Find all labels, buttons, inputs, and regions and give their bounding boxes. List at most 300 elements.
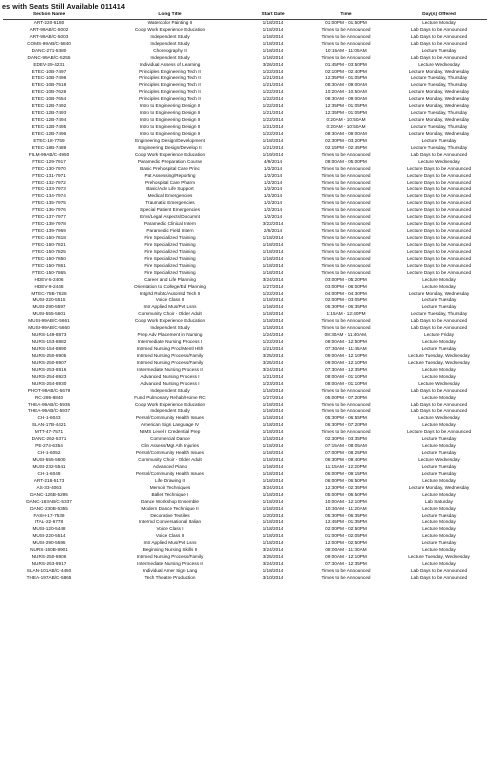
section-name-cell: MUSI-290-5597 <box>32 304 66 310</box>
section-name-cell: ETEC-10B-7498 <box>31 75 67 81</box>
table-row <box>3 75 487 82</box>
table-row <box>3 492 487 499</box>
long-title-cell: Independent Study <box>150 54 190 60</box>
table-row <box>3 318 487 325</box>
long-title-cell: Prep Adv Placement in Nursing <box>137 332 203 338</box>
start-date-cell: 1/18/2014 <box>262 401 284 407</box>
long-title-cell: American Sign Language IV <box>140 422 200 428</box>
days-offered-cell: Lecture Tuesday <box>421 512 457 518</box>
long-title-cell: Career and Life Planning <box>144 276 196 282</box>
table-row <box>3 429 487 436</box>
start-date-cell: 1/18/2014 <box>262 436 284 442</box>
section-name-cell: PHOT-99AB/C-5679 <box>27 387 71 393</box>
days-offered-cell: Lecture Wednesday <box>418 61 460 67</box>
table-row <box>3 291 487 298</box>
section-name-cell: FTEC-135-7975 <box>32 200 66 206</box>
table-row <box>3 297 487 304</box>
table-row <box>3 443 487 450</box>
long-title-cell: Intrmed Nursing Process/Family <box>136 554 204 560</box>
start-date-cell: 1/18/2014 <box>262 26 284 32</box>
time-cell: 08:30AM - 09:00AM <box>325 82 367 88</box>
table-row <box>3 228 487 235</box>
days-offered-cell: Lecture Tuesday <box>421 463 457 469</box>
section-name-cell: HDEV-5-2406 <box>34 276 64 282</box>
start-date-cell: 1/18/2014 <box>262 457 284 462</box>
time-cell: Times to be Announced <box>321 318 371 324</box>
section-name-cell: DANC-230B-5355 <box>30 505 68 511</box>
time-cell: Times to be Announced <box>321 235 371 240</box>
table-row <box>3 180 487 187</box>
table-row <box>3 422 487 429</box>
start-date-cell: 1/21/2014 <box>262 110 284 116</box>
long-title-cell: Coop Work Experience Education <box>134 318 206 324</box>
long-title-cell: Coop Work Experience Education <box>134 26 206 32</box>
days-offered-cell: Lecture Tuesday, Thursday <box>410 311 468 317</box>
long-title-cell: Fire Specialized Training <box>144 248 196 254</box>
table-row <box>3 519 487 526</box>
start-date-cell: 1/2/2014 <box>263 193 283 199</box>
start-date-cell: 1/18/2014 <box>262 477 284 483</box>
long-title-cell: Medical Emergencies <box>147 193 193 199</box>
section-name-cell: ART-220-5180 <box>33 19 65 25</box>
table-row <box>3 270 487 277</box>
time-cell: 02:30PM - 03:20PM <box>325 137 367 143</box>
days-offered-cell: Lecture Days to be Announced <box>406 207 472 213</box>
time-cell: Times to be Announced <box>321 33 371 39</box>
time-cell: Times to be Announced <box>321 429 371 435</box>
start-date-cell: 3/26/2014 <box>262 61 284 67</box>
days-offered-cell: Lecture Days to be Announced <box>406 165 472 171</box>
start-date-cell: 1/18/2014 <box>262 519 284 525</box>
table-row <box>3 554 487 561</box>
time-cell: Times to be Announced <box>321 207 371 213</box>
time-cell: 05:00PM - 07:20PM <box>325 394 367 400</box>
table-row <box>3 221 487 228</box>
table-row <box>3 214 487 221</box>
start-date-cell: 1/22/2014 <box>262 96 284 102</box>
days-offered-cell: Lecture Days to be Announced <box>406 248 472 254</box>
days-offered-cell: Lecture Days to be Announced <box>406 241 472 247</box>
start-date-cell: 3/24/2014 <box>262 547 284 553</box>
long-title-cell: Dance Workshop Ensemble <box>140 498 199 504</box>
long-title-cell: Life Drawing II <box>155 477 185 483</box>
section-name-cell: MUSI-220-5515 <box>32 297 66 303</box>
table-row <box>3 325 487 332</box>
long-title-cell: Watercolor Painting II <box>147 19 193 25</box>
long-title-cell: Basic/Adv Life Support <box>146 186 194 192</box>
days-offered-cell: Lab Days to be Announced <box>410 33 468 39</box>
time-cell: 12:35PM - 01:05PM <box>325 103 367 109</box>
start-date-cell: 1/18/2014 <box>262 137 284 143</box>
start-date-cell: 1/22/2014 <box>262 339 284 345</box>
start-date-cell: 1/22/2014 <box>262 290 284 296</box>
table-row <box>3 277 487 284</box>
long-title-cell: Persnl/Community Health Issues <box>136 470 204 476</box>
time-cell: 0:20AM - 10:50AM <box>326 117 366 123</box>
time-cell: 05:30PM - 06:55PM <box>325 415 367 421</box>
section-name-cell: NURS-250-8905 <box>31 352 67 358</box>
time-cell: Times to be Announced <box>321 325 371 331</box>
days-offered-cell: Lecture Tuesday, Wednesday <box>408 554 470 560</box>
section-name-cell: MTEC-75B-7628 <box>31 290 67 296</box>
long-title-cell: Advanced Nursing Process I <box>140 373 200 379</box>
table-row <box>3 513 487 520</box>
days-offered-cell: Lecture Monday <box>422 519 456 525</box>
time-cell: 12:35PM - 01:05PM <box>325 110 367 116</box>
time-cell: Times to be Announced <box>321 568 371 573</box>
section-name-cell: NURS-254-8930 <box>31 380 67 386</box>
days-offered-cell: Lecture Monday <box>422 491 456 497</box>
section-name-cell: THEA-99AB/C-5935 <box>27 401 71 407</box>
long-title-cell: Independent Study <box>150 387 190 393</box>
start-date-cell: 1/18/2014 <box>262 422 284 428</box>
time-cell: Times to be Announced <box>321 200 371 206</box>
table-row <box>3 561 487 568</box>
start-date-cell: 1/2/2014 <box>263 172 283 178</box>
section-name-cell: NURS-250-8907 <box>31 359 67 365</box>
start-date-cell: 1/22/2014 <box>262 89 284 95</box>
table-row <box>3 304 487 311</box>
long-title-cell: Independent Study <box>150 33 190 39</box>
long-title-cell: Paramedic Clinical Intern <box>143 221 197 227</box>
time-cell: 08:00AM - 01:10PM <box>325 380 367 386</box>
table-row <box>3 339 487 346</box>
days-offered-cell: Lecture Days to be Announced <box>406 200 472 206</box>
days-offered-cell: Lecture Monday <box>422 526 456 532</box>
section-name-cell: ETEC-12B-7496 <box>31 130 67 136</box>
section-name-cell: ETEC-18-7759 <box>33 137 65 143</box>
start-date-cell: 1/18/2014 <box>262 54 284 60</box>
start-date-cell: 1/18/2014 <box>262 311 284 317</box>
long-title-cell: Community Choir - Older Adult <box>138 311 202 317</box>
section-name-cell: MUSI-555-5600 <box>32 457 66 462</box>
table-row <box>3 159 487 166</box>
start-date-cell: 1/18/2014 <box>262 40 284 46</box>
days-offered-cell: Lecture Monday, Wednesday <box>408 103 470 109</box>
table-row <box>3 48 487 55</box>
long-title-cell: Persnl/Community Health Issues <box>136 415 204 421</box>
section-name-cell: CH-1-6043 <box>37 415 61 421</box>
start-date-cell: 1/18/2014 <box>262 498 284 504</box>
table-row <box>3 284 487 291</box>
section-name-cell: FTEC-133-7973 <box>32 186 66 192</box>
table-row <box>3 200 487 207</box>
table-row <box>3 249 487 256</box>
section-name-cell: FTEC-150-7818 <box>32 235 66 240</box>
start-date-cell: 1/22/2014 <box>262 117 284 123</box>
section-name-cell: FTEC-130-7970 <box>32 165 66 171</box>
section-name-cell: NURS-254-8923 <box>31 373 67 379</box>
table-row <box>3 367 487 374</box>
start-date-cell: 1/18/2014 <box>262 408 284 414</box>
days-offered-cell: Lecture Wednesday <box>418 158 460 164</box>
section-name-cell: AS-33-4063 <box>36 484 62 490</box>
start-date-cell: 1/18/2014 <box>262 19 284 25</box>
table-row <box>3 402 487 409</box>
start-date-cell: 1/2/2014 <box>263 207 283 213</box>
start-date-cell: 1/18/2014 <box>262 262 284 268</box>
long-title-cell: Independent Study <box>150 40 190 46</box>
days-offered-cell: Lab Days to be Announced <box>410 54 468 60</box>
days-offered-cell: Lecture Days to be Announced <box>406 193 472 199</box>
start-date-cell: 1/21/2014 <box>262 75 284 81</box>
table-row <box>3 263 487 270</box>
table-row <box>3 311 487 318</box>
section-name-cell: ART-99AB/C-5002 <box>29 26 69 32</box>
table-row <box>3 256 487 263</box>
long-title-cell: Fire Specialized Training <box>144 235 196 240</box>
long-title-cell: Engineering Design/Develop II <box>138 144 202 150</box>
start-date-cell: 1/20/2014 <box>262 512 284 518</box>
days-offered-cell: Lecture Monday <box>422 283 456 289</box>
time-cell: 02:10PM - 02:40PM <box>325 68 367 74</box>
section-name-cell: MUSI-99AB/C-5661 <box>28 318 70 324</box>
time-cell: Times to be Announced <box>321 401 371 407</box>
time-cell: 10:00AM - 12:10PM <box>325 498 367 504</box>
time-cell: 12:30PM - 02:35PM <box>325 484 367 490</box>
time-cell: 06:30PM - 07:20PM <box>325 422 367 428</box>
time-cell: 03:00PM - 06:00PM <box>325 283 367 289</box>
days-offered-cell: Lecture Days to be Announced <box>406 262 472 268</box>
days-offered-cell: Lecture Tuesday, Thursday <box>410 82 468 88</box>
table-row <box>3 346 487 353</box>
long-title-cell: Independent Study <box>150 325 190 331</box>
table-row <box>3 353 487 360</box>
long-title-cell: Commercial Dance <box>150 436 190 442</box>
start-date-cell: 1/18/2014 <box>262 304 284 310</box>
start-date-cell: 3/24/2014 <box>262 484 284 490</box>
long-title-cell: Ems/Legal Aspects/Documnt <box>140 214 200 220</box>
long-title-cell: Principles Engineering Tech II <box>139 68 201 74</box>
long-title-cell: NIMS Level I Credential Prep <box>139 429 201 435</box>
section-name-cell: DANC-126B-5295 <box>30 491 68 497</box>
time-cell: 02:00PM - 03:05PM <box>325 297 367 303</box>
long-title-cell: Voice Class II <box>155 297 185 303</box>
start-date-cell: 3/25/2014 <box>262 554 284 560</box>
start-date-cell: 1/18/2014 <box>262 463 284 469</box>
days-offered-cell: Lab Days to be Announced <box>410 387 468 393</box>
start-date-cell: 2/6/2014 <box>263 228 283 234</box>
long-title-cell: Fire Specialized Training <box>144 269 196 275</box>
days-offered-cell: Lecture Days to be Announced <box>406 179 472 185</box>
start-date-cell: 1/18/2014 <box>262 443 284 449</box>
time-cell: 02:30PM - 03:35PM <box>325 436 367 442</box>
table-row <box>3 173 487 180</box>
time-cell: 10:15AM - 11:05AM <box>325 47 367 53</box>
days-offered-cell: Lecture Monday, Wednesday <box>408 89 470 95</box>
long-title-cell: Special Patient Emergencies <box>140 207 200 213</box>
start-date-cell: 1/18/2014 <box>262 450 284 456</box>
time-cell: Times to be Announced <box>321 54 371 60</box>
section-name-cell: ETEC-12B-7492 <box>31 103 67 109</box>
long-title-cell: Pat Assessing/Reporting <box>144 172 196 178</box>
section-name-cell: MUSI-290-5595 <box>32 540 66 546</box>
section-name-cell: FTEC-150-7821 <box>32 241 66 247</box>
section-name-cell: ETEC-10B-7654 <box>31 96 67 102</box>
days-offered-cell: Lecture Monday <box>422 339 456 345</box>
days-offered-cell: Lecture Days to be Announced <box>406 269 472 275</box>
table-row <box>3 436 487 443</box>
long-title-cell: Intermediate Nursing Process II <box>137 366 203 372</box>
start-date-cell: 1/24/2014 <box>262 332 284 338</box>
table-row <box>3 19 487 26</box>
time-cell: 07:00PM - 08:25PM <box>325 450 367 456</box>
long-title-cell: Choreography II <box>153 47 187 53</box>
col-header-start-date: Start Date <box>245 12 301 19</box>
time-cell: 06:00PM - 06:50PM <box>325 477 367 483</box>
start-date-cell: 1/2/2014 <box>263 186 283 192</box>
days-offered-cell: Lecture Tuesday, Thursday <box>410 144 468 150</box>
table-row <box>3 471 487 478</box>
table-row <box>3 193 487 200</box>
days-offered-cell: Lab Days to be Announced <box>410 26 468 32</box>
start-date-cell: 1/18/2014 <box>262 248 284 254</box>
start-date-cell: 1/18/2014 <box>262 325 284 331</box>
time-cell: Times to be Announced <box>321 186 371 192</box>
section-name-cell: ITAL-22-6778 <box>34 519 64 525</box>
days-offered-cell: Lab Days to be Announced <box>410 318 468 324</box>
table-row <box>3 138 487 145</box>
days-offered-cell: Lecture Tuesday <box>421 540 457 546</box>
table-row <box>3 62 487 69</box>
table-row <box>3 540 487 547</box>
table-row <box>3 395 487 402</box>
section-name-cell: SLAN-101AB/C-4450 <box>26 568 72 573</box>
time-cell: 01:45PM - 03:50PM <box>325 61 367 67</box>
time-cell: Times to be Announced <box>321 574 371 580</box>
long-title-cell: Intermd Conversational Italian <box>138 519 202 525</box>
start-date-cell: 1/18/2014 <box>262 47 284 53</box>
section-name-cell: FTEC-139-7969 <box>32 228 66 234</box>
start-date-cell: 1/27/2014 <box>262 283 284 289</box>
time-cell: Times to be Announced <box>321 262 371 268</box>
start-date-cell: 1/18/2014 <box>262 470 284 476</box>
col-header-days-offered: Day(s) Offered <box>391 12 487 19</box>
section-name-cell: CH-1-6048 <box>37 470 61 476</box>
time-cell: 09:00AM - 12:10PM <box>325 554 367 560</box>
section-name-cell: ETEC-10B-7497 <box>31 68 67 74</box>
time-cell: 09:00AM - 12:10PM <box>325 352 367 358</box>
table-row <box>3 89 487 96</box>
days-offered-cell: Lab Days to be Announced <box>410 568 468 573</box>
days-offered-cell: Lecture Monday, Wednesday <box>408 290 470 296</box>
days-offered-cell: Lecture Days to be Announced <box>406 235 472 240</box>
days-offered-cell: Lecture Days to be Announced <box>406 214 472 220</box>
days-offered-cell: Lecture Monday <box>422 422 456 428</box>
section-name-cell: ETEC-10B-7518 <box>31 82 67 88</box>
days-offered-cell: Lab Days to be Announced <box>410 401 468 407</box>
table-row <box>3 360 487 367</box>
start-date-cell: 1/18/2014 <box>262 526 284 532</box>
long-title-cell: Intro to Engineering Design II <box>139 117 201 123</box>
start-date-cell: 4/9/2014 <box>263 158 283 164</box>
section-name-cell: FILM-99AB/C-4950 <box>28 151 70 157</box>
start-date-cell: 1/21/2014 <box>262 373 284 379</box>
long-title-cell: Orientation to College/Ed Planning <box>134 283 206 289</box>
time-cell: 08:00AM - 01:10PM <box>325 373 367 379</box>
long-title-cell: Fire Specialized Training <box>144 255 196 261</box>
start-date-cell: 1/18/2014 <box>262 505 284 511</box>
header-row <box>3 12 487 19</box>
start-date-cell: 1/18/2014 <box>262 255 284 261</box>
time-cell: Times to be Announced <box>321 26 371 32</box>
section-name-cell: NURS-253-8917 <box>31 561 67 567</box>
long-title-cell: Clin Assess/Mgt Ath Injuries <box>141 443 199 449</box>
table-row <box>3 166 487 173</box>
table-row <box>3 388 487 395</box>
section-name-cell: ART-99AB/C-5003 <box>29 33 69 39</box>
long-title-cell: Intermediate Nursing Process II <box>137 561 203 567</box>
start-date-cell: 1/18/2014 <box>262 429 284 435</box>
time-cell: 10:20AM - 10:50AM <box>325 89 367 95</box>
time-cell: Times to be Announced <box>321 269 371 275</box>
table-row <box>3 499 487 506</box>
start-date-cell: 3/10/2014 <box>262 574 284 580</box>
table-row <box>3 145 487 152</box>
days-offered-cell: Lecture Days to be Announced <box>406 255 472 261</box>
section-name-cell: ETEC-12B-7494 <box>31 117 67 123</box>
long-title-cell: Intro to Engineering Design II <box>139 124 201 129</box>
days-offered-cell: Lecture Tuesday <box>421 470 457 476</box>
start-date-cell: 3/24/2014 <box>262 366 284 372</box>
long-title-cell: Coop Work Experience Education <box>134 151 206 157</box>
table-row <box>3 547 487 554</box>
table-row <box>3 242 487 249</box>
time-cell: 12:00PM - 02:50PM <box>325 540 367 546</box>
long-title-cell: Intrmed Nursing Process/Family <box>136 352 204 358</box>
start-date-cell: 1/22/2014 <box>262 103 284 109</box>
days-offered-cell: Lecture Tuesday, Thursday <box>410 75 468 81</box>
long-title-cell: Intro to Engineering Design II <box>139 110 201 116</box>
time-cell: 05:30PM - 06:35PM <box>325 512 367 518</box>
days-offered-cell: Lecture Monday <box>422 477 456 483</box>
table-row <box>3 82 487 89</box>
long-title-cell: Intermediate Nursing Process I <box>137 339 203 345</box>
section-name-cell: MUSI-232-5541 <box>32 463 66 469</box>
table-row <box>3 207 487 214</box>
days-offered-cell: Lab Days to be Announced <box>410 408 468 414</box>
table-row <box>3 485 487 492</box>
time-cell: 03:00PM - 05:20PM <box>325 276 367 282</box>
days-offered-cell: Lecture Monday <box>422 366 456 372</box>
time-cell: 04:00PM - 04:30PM <box>325 290 367 296</box>
table-row <box>3 526 487 533</box>
long-title-cell: Independent Study <box>150 408 190 414</box>
start-date-cell: 1/2/2014 <box>263 214 283 220</box>
start-date-cell: 1/18/2014 <box>262 415 284 421</box>
days-offered-cell: Lab Days to be Announced <box>410 151 468 157</box>
time-cell: Times to be Announced <box>321 172 371 178</box>
section-name-cell: COMS-99AB/C-5840 <box>27 40 71 46</box>
long-title-cell: Engineering Design/Development <box>135 137 205 143</box>
time-cell: 08:30AM - 09:00AM <box>325 130 367 136</box>
long-title-cell: Advanced Nursing Process I <box>140 380 200 386</box>
start-date-cell: 1/18/2014 <box>262 297 284 303</box>
section-name-cell: THEA-197AB/C-5865 <box>26 574 72 580</box>
long-title-cell: Prehospital Care Pharm <box>144 179 196 185</box>
days-offered-cell: Lecture Tuesday <box>421 436 457 442</box>
long-title-cell: Individual Amer Sign Lang <box>142 568 198 573</box>
time-cell: 02:00PM - 02:50PM <box>325 526 367 532</box>
start-date-cell: 1/18/2014 <box>262 387 284 393</box>
section-name-cell: PE-274-6354 <box>35 443 63 449</box>
time-cell: Times to be Announced <box>321 193 371 199</box>
long-title-cell: Community Choir - Older Adult <box>138 457 202 462</box>
time-cell: Times to be Announced <box>321 40 371 46</box>
start-date-cell: 1/18/2014 <box>262 491 284 497</box>
days-offered-cell: Lab Days to be Announced <box>410 325 468 331</box>
long-title-cell: Individual Assess of Learning <box>139 61 201 67</box>
